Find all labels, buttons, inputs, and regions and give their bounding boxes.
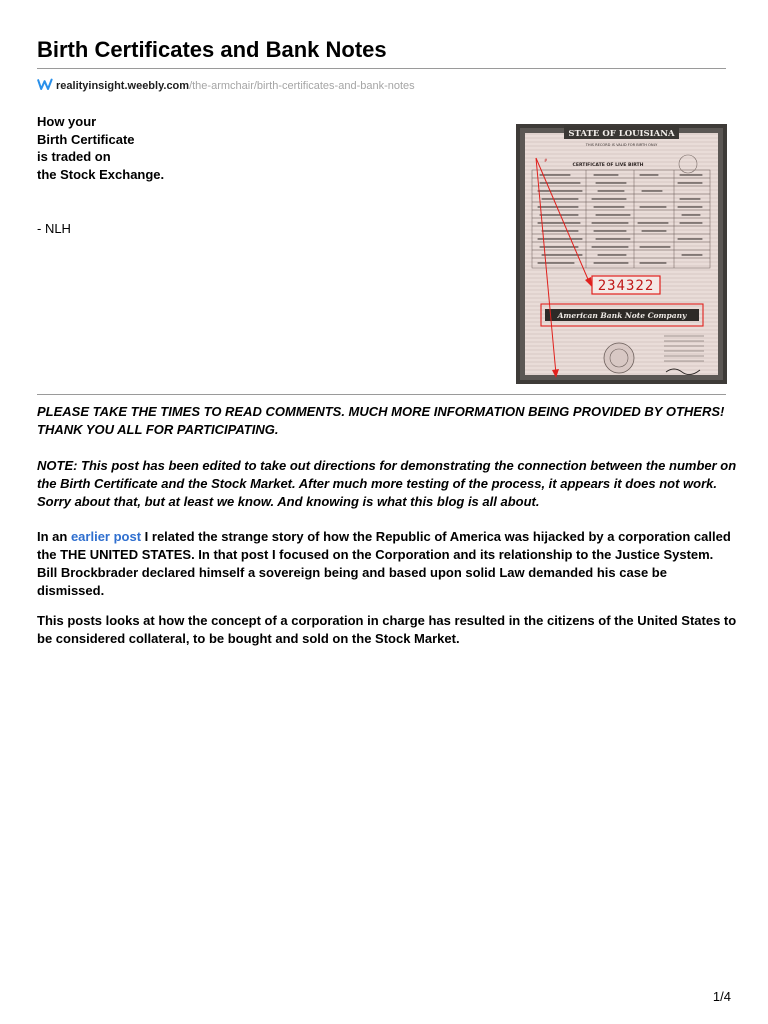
certificate-header: STATE OF LOUISIANA bbox=[568, 129, 675, 139]
source-domain[interactable]: realityinsight.weebly.com bbox=[56, 80, 190, 92]
body-paragraph-2: This posts looks at how the concept of a corporation in charge has resulted in the citizens of the United States to be considered collateral, to be bought and sold on the Stock Market. bbox=[37, 613, 737, 646]
intro-line: Birth Certificate bbox=[37, 131, 135, 147]
note-paragraph: NOTE: This post has been edited to take out directions for demonstrating the connection between the number on the Birth Certificate and the Stock Market. After much more testing of the process, it appears it does not work. Sorry about that, but at least we know. And knowing is what this blog is all about. bbox=[37, 458, 737, 509]
body-paragraph-1 bbox=[37, 528, 737, 600]
page-title: Birth Certificates and Bank Notes bbox=[37, 37, 387, 62]
page-number: 1/4 bbox=[712, 989, 731, 1004]
paragraph-text: In an bbox=[37, 529, 71, 544]
certificate-number: 234322 bbox=[597, 278, 655, 294]
source-path[interactable]: /the-armchair/birth-certificates-and-bank-notes bbox=[189, 80, 415, 92]
birth-certificate-image bbox=[516, 124, 727, 384]
section-divider bbox=[37, 394, 726, 395]
intro-block bbox=[37, 113, 337, 183]
notice-paragraph: PLEASE TAKE THE TIMES TO READ COMMENTS. MUCH MORE INFORMATION BEING PROVIDED BY OTHERS! THANK YOU ALL FOR PARTICIPATING. bbox=[37, 404, 725, 437]
certificate-doc-title: CERTIFICATE OF LIVE BIRTH bbox=[572, 163, 644, 168]
earlier-post-link[interactable]: earlier post bbox=[70, 529, 142, 544]
source-url[interactable] bbox=[37, 77, 415, 95]
certificate-subheader: THIS RECORD IS VALID FOR BIRTH ONLY bbox=[585, 143, 658, 147]
paragraph-text: I related the strange story of how the Republic of America was hijacked by a corporation called the THE UNITED STATES. In that post I focused on the Corporation and its relationship to the Justice System. Bill Brockbrader declared himself a sovereign being and based upon solid Law demanded his case be dismissed. bbox=[37, 529, 731, 598]
intro-line: the Stock Exchange. bbox=[37, 166, 165, 182]
title-divider bbox=[37, 68, 726, 69]
intro-line: How your bbox=[37, 114, 97, 129]
intro-line: is traded on bbox=[37, 149, 111, 164]
svg-text:#: # bbox=[544, 158, 548, 163]
bank-note-company: American Bank Note Company bbox=[557, 311, 687, 320]
author-signature: - NLH bbox=[37, 221, 71, 236]
weebly-icon bbox=[37, 78, 53, 91]
